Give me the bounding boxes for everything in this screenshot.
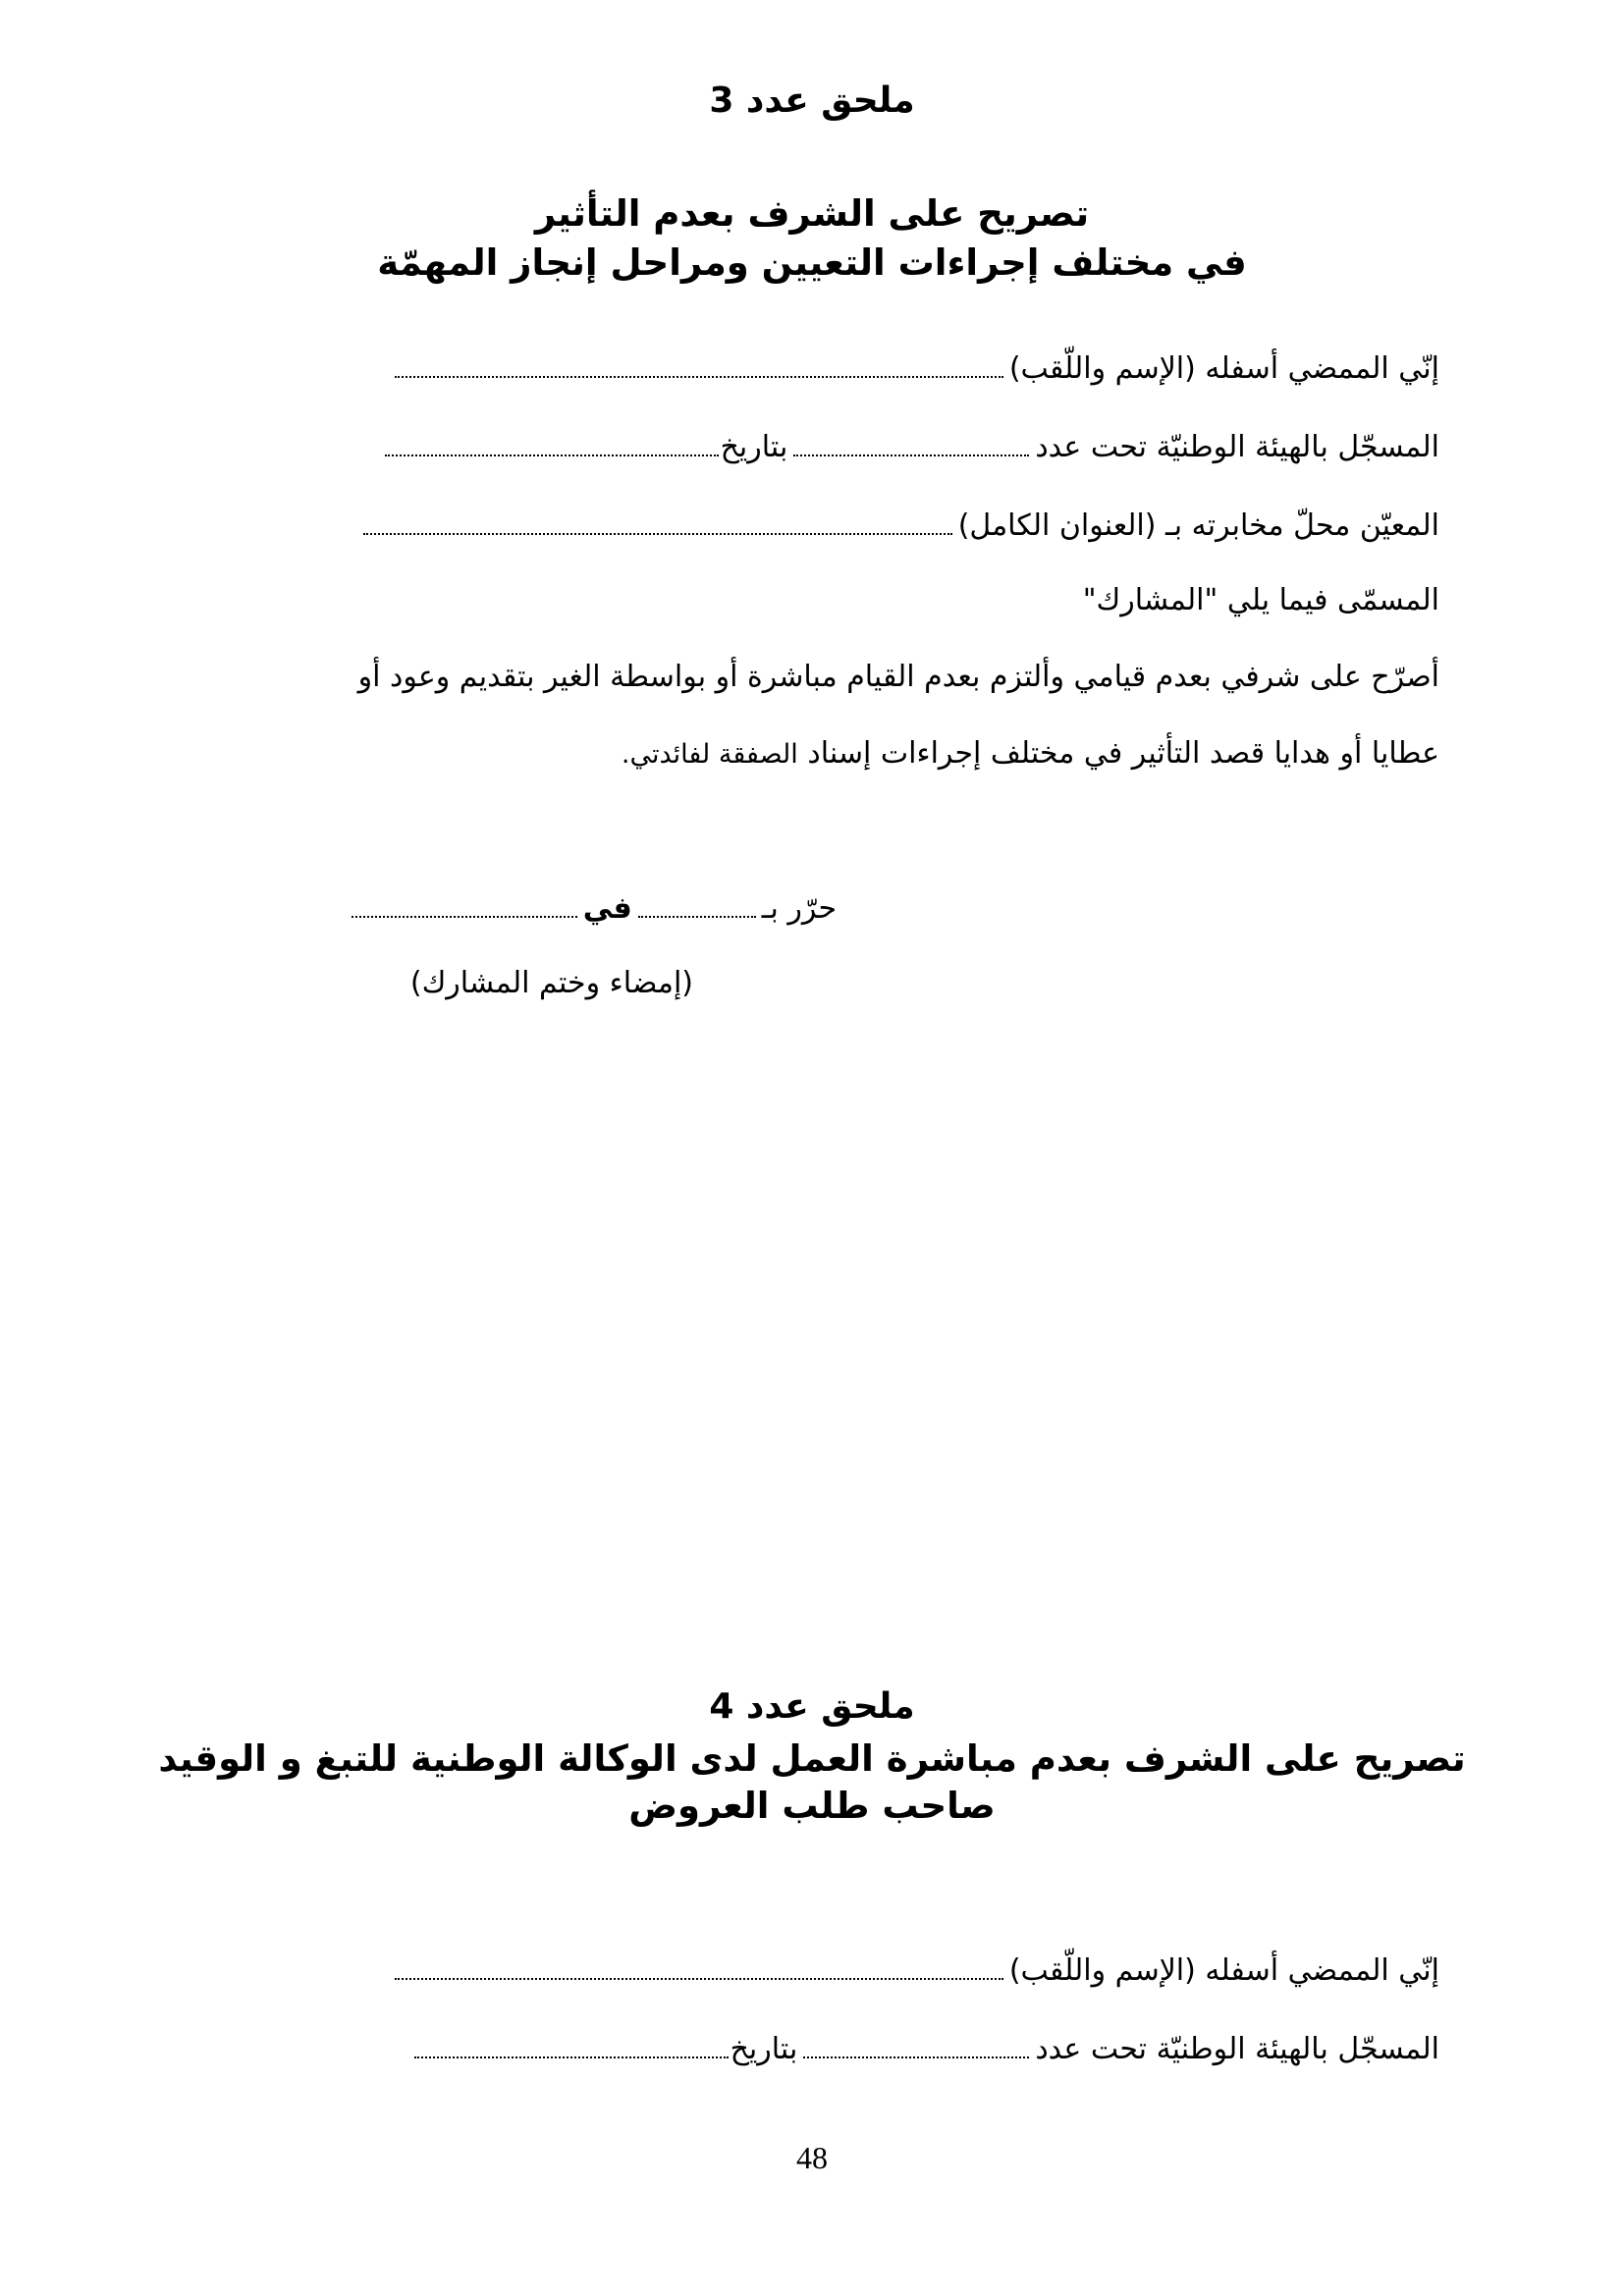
annex3-declaration-main: عطايا أو هدايا قصد التأثير في مختلف إجراءات إسناد [807,736,1439,771]
annex3-signature-place-line [346,889,837,929]
annex3-signature-place-blank[interactable] [638,910,756,918]
annex4-title-line1: تصريح على الشرف بعدم مباشرة العمل لدى الوكالة الوطنية للتبغ و الوقيد [158,1737,1466,1780]
annex3-declaration-line2 [622,734,1439,774]
annex3-heading: ملحق عدد 3 [709,80,915,121]
annex3-signature-in-label: في [582,891,632,926]
annex4-name-label: إنّي الممضي أسفله (الإسم واللّقب) [1008,1953,1439,1988]
annex3-title-line2: في مختلف إجراءات التعيين ومراحل إنجاز المهمّة [377,241,1247,284]
annex4-registration-label: المسجّل بالهيئة الوطنيّة تحت عدد [1035,2032,1439,2066]
annex3-declaration-line1: أصرّح على شرفي بعدم قيامي وألتزم بعدم القيام مباشرة أو بواسطة الغير بتقديم وعود أو [357,660,1439,694]
annex3-address-label: المعيّن محلّ مخابرته بـ (العنوان الكامل) [957,508,1439,543]
annex3-title-line1: تصريح على الشرف بعدم التأثير [534,192,1090,235]
annex3-participant-line: المسمّى فيما يلي "المشارك" [1082,583,1439,617]
annex3-signature-place-label: حرّر بـ [761,891,837,926]
annex3-date-blank[interactable] [385,449,719,456]
annex4-registration-number-blank[interactable] [803,2051,1029,2058]
annex3-address-line [357,507,1439,546]
annex3-name-blank[interactable] [395,370,1003,378]
annex4-registration-line [408,2030,1439,2069]
annex4-name-blank[interactable] [395,1972,1003,1980]
annex4-name-line [389,1951,1439,1991]
annex4-heading: ملحق عدد 4 [709,1686,915,1727]
page-number: 48 [796,2140,828,2175]
annex4-date-blank[interactable] [414,2051,729,2058]
annex4-title-line2: صاحب طلب العروض [628,1785,996,1827]
annex3-name-label: إنّي الممضي أسفله (الإسم واللّقب) [1008,351,1439,386]
annex3-registration-line [379,428,1439,467]
annex3-date-label: بتاريخ [720,430,788,464]
annex3-registration-label: المسجّل بالهيئة الوطنيّة تحت عدد [1035,430,1439,464]
annex3-signature-caption: (إمضاء وختم المشارك) [409,966,693,1000]
annex3-address-blank[interactable] [363,527,952,535]
annex3-registration-number-blank[interactable] [793,449,1029,456]
annex3-declaration-small: الصفقة لفائدتي. [621,739,798,770]
annex3-signature-date-blank[interactable] [352,910,577,918]
annex4-date-label: بتاريخ [730,2032,798,2066]
annex3-name-line [389,349,1439,389]
